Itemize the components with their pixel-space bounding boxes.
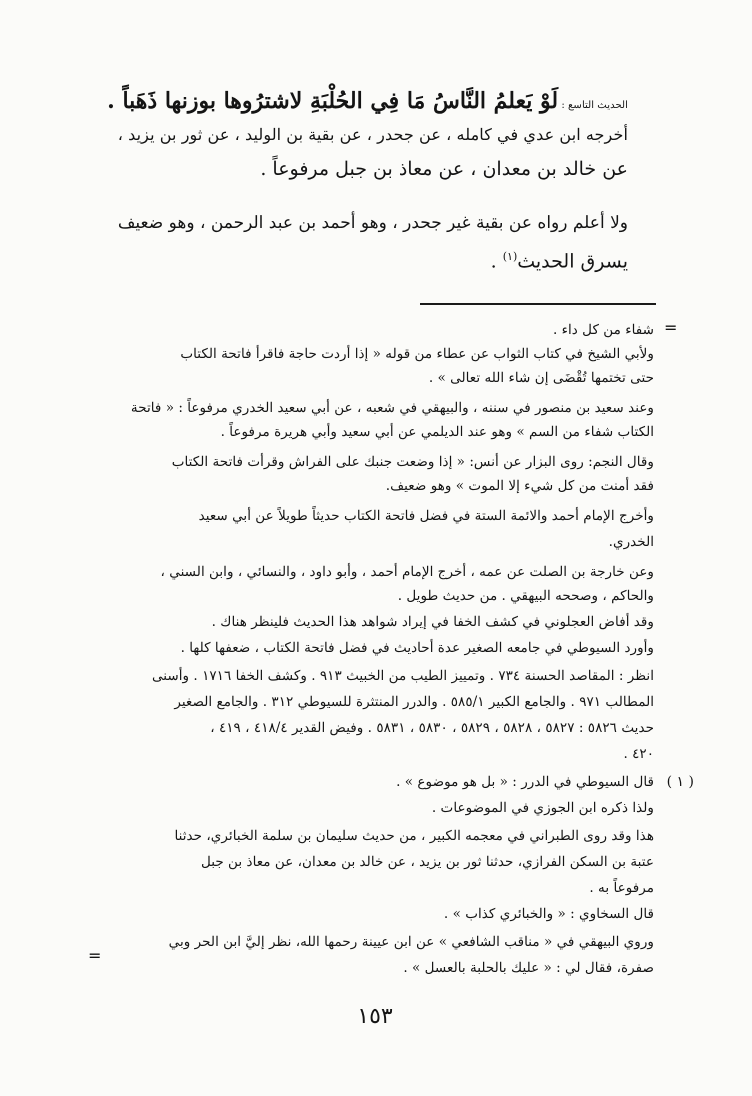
hadith-title-label: الحديث التاسع : — [561, 100, 628, 111]
paragraph-line: عن خالد بن معدان ، عن معاذ بن جبل مرفوعاً . — [260, 158, 628, 180]
footnote-line: وقال النجم: روى البزار عن أنس: « إذا وضعت جنبك على الفراش وقرأت فاتحة الكتاب — [171, 454, 654, 470]
main-text — [108, 86, 628, 276]
hadith-matn: لَوْ يَعلمُ النَّاسُ مَا فِي الحُلْبَةِ لاشترُوها بوزنها ذَهَباً . — [107, 88, 559, 114]
footnote-line: صفرة، فقال لي : « عليك بالحلبة بالعسل » . — [403, 960, 654, 976]
footnote-line: الخدري. — [608, 534, 654, 550]
footnote-line: ولذا ذكره ابن الجوزي في الموضوعات . — [431, 800, 654, 816]
footnote-line: وعن خارجة بن الصلت عن عمه ، أخرج الإمام أحمد ، وأبو داود ، والنسائي ، وابن السني ، — [160, 564, 654, 580]
footnote-line: وأخرج الإمام أحمد والائمة الستة في فضل فاتحة الكتاب حديثاً طويلاً عن أبي سعيد — [198, 508, 654, 524]
footnote-1-first-line — [108, 770, 694, 794]
footnote-line: حتى تختمها تُقْضَى إن شاء الله تعالى » . — [428, 370, 654, 386]
footnote-line: وعند سعيد بن منصور في سننه ، والبيهقي في شعبه ، عن أبي سعيد الخدري مرفوعاً : « فاتحة — [130, 400, 654, 416]
paragraph-text: يسرق الحديث — [517, 250, 628, 273]
footnotes — [108, 318, 694, 978]
continued-mark-bottom: = — [88, 946, 102, 965]
footnote-1-number: ( ١ ) — [666, 774, 694, 790]
footnote-line: والحاكم ، وصححه البيهقي . من حديث طويل . — [397, 588, 654, 604]
footnote-line: وأورد السيوطي في جامعه الصغير عدة أحاديث في فضل فاتحة الكتاب ، ضعفها كلها . — [180, 640, 654, 656]
footnote-line: انظر : المقاصد الحسنة ٧٣٤ . وتمييز الطيب من الخبيث ٩١٣ . وكشف الخفا ١٧١٦ . وأسنى — [151, 668, 654, 684]
footnote-line: وقد أفاض العجلوني في كشف الخفا في إيراد شواهد هذا الحديث فلينظر هناك . — [211, 614, 654, 630]
footnote-line: عتبة بن السكن الفرازي، حدثنا ثور بن يزيد ، عن خالد بن معدان، عن معاذ بن جبل — [200, 854, 654, 870]
footnote-line: مرفوعاً به . — [589, 880, 654, 896]
footnote-line: ولأبي الشيخ في كتاب الثواب عن عطاء من قوله « إذا أردت حاجة فاقرأ فاتحة الكتاب — [180, 346, 654, 362]
footnote-line: فقد أمنت من كل شيء إلا الموت » وهو ضعيف. — [385, 478, 654, 494]
footnote-ref: (١) — [502, 250, 518, 263]
footnote-line: شفاء من كل داء . — [552, 322, 654, 338]
footnote-line: حديث ٥٨٢٦ : ٥٨٢٧ ، ٥٨٢٨ ، ٥٨٢٩ ، ٥٨٣٠ ، ٥٨٣١ . وفيض القدير ٤١٨/٤ ، ٤١٩ ، — [210, 720, 654, 736]
footnote-line: هذا وقد روى الطبراني في معجمه الكبير ، من حديث سليمان بن سلمة الخبائري، حدثنا — [174, 828, 654, 844]
paragraph-end: . — [490, 250, 503, 273]
page-number: ١٥٣ — [357, 1004, 393, 1029]
footnote-line: قال السخاوي : « والخبائري كذاب » . — [443, 906, 654, 922]
hadith-title — [108, 86, 628, 116]
footnote-line: المطالب ٩٧١ . والجامع الكبير ٥٨٥/١ . والدرر المنتثرة للسيوطي ٣١٢ . والجامع الصغير — [174, 694, 654, 710]
footnote-line: ٤٢٠ . — [623, 746, 654, 762]
paragraph-line: ولا أعلم رواه عن بقية غير جحدر ، وهو أحمد بن عبد الرحمن ، وهو ضعيف — [117, 213, 628, 233]
continued-mark-top: = — [664, 318, 678, 337]
footnote-1-text: قال السيوطي في الدرر : « بل هو موضوع » . — [396, 774, 654, 790]
footnote-line: الكتاب شفاء من السم » وهو عند الديلمي عن أبي سعيد وأبي هريرة مرفوعاً . — [220, 424, 654, 440]
footnote-line: وروي البيهقي في « مناقب الشافعي » عن ابن عيينة رحمها الله، نظر إليَّ ابن الحر وبي — [168, 934, 654, 950]
paragraph-line-last — [108, 242, 628, 272]
footnote-separator — [420, 303, 656, 305]
paragraph-line: أخرجه ابن عدي في كامله ، عن جحدر ، عن بقية بن الوليد ، عن ثور بن يزيد ، — [117, 125, 628, 144]
